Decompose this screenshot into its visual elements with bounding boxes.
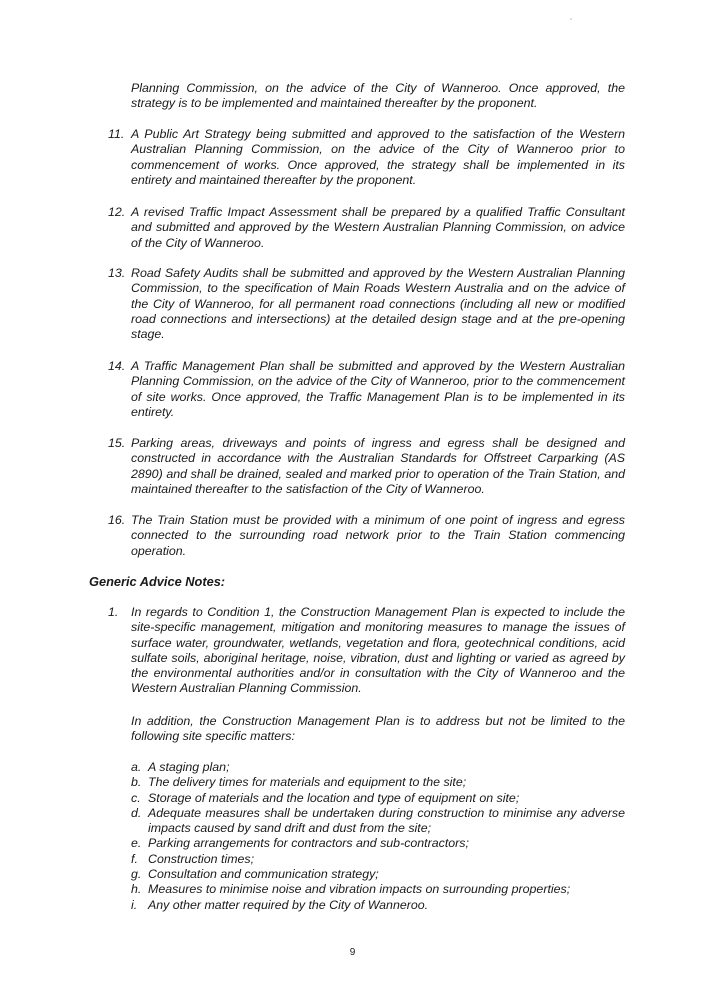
condition-item xyxy=(108,359,625,420)
list-item-letter: i. xyxy=(131,897,138,912)
condition-item xyxy=(108,127,625,188)
condition-item xyxy=(108,205,625,251)
continued-paragraph: Planning Commission, on the advice of the City of Wanneroo. Once approved, the strategy is to be implemented and maintained thereafter by the proponent. xyxy=(131,81,625,111)
condition-number: 14. xyxy=(108,359,126,373)
condition-text: A revised Traffic Impact Assessment shall be prepared by a qualified Traffic Consultant and submitted and approved by the Western Australian Planning Commission, on advice of the City of Wanneroo. xyxy=(131,205,625,250)
list-item-text: Consultation and communication strategy; xyxy=(148,867,379,882)
list-item-letter: g. xyxy=(131,867,142,882)
scan-speck xyxy=(570,18,572,20)
condition-number: 16. xyxy=(108,513,126,527)
addition-paragraph: In addition, the Construction Management Plan is to address but not be limited to the following site specific matters: xyxy=(131,714,625,744)
condition-text: Parking areas, driveways and points of ingress and egress shall be designed and constructed in accordance with the Australian Standards for Offstreet Carparking (AS 2890) and shall be drained, sealed and marked prior to operation of the Train Station, and maintained thereafter to the satisfaction of the City of Wanneroo. xyxy=(131,436,625,496)
condition-text: A Traffic Management Plan shall be submitted and approved by the Western Australian Planning Commission, on the advice of the City of Wanneroo, prior to the commencement of site works. Once approved, the Traffic Management Plan is to be implemented in its entirety. xyxy=(131,359,625,419)
list-item-letter: a. xyxy=(131,760,142,774)
list-item xyxy=(131,791,625,806)
list-item-letter: d. xyxy=(131,805,142,820)
list-item-letter: e. xyxy=(131,836,142,851)
condition-number: 11. xyxy=(108,127,125,141)
condition-number: 13. xyxy=(108,266,126,280)
page-number: 9 xyxy=(349,947,356,958)
condition-item xyxy=(108,513,625,559)
list-item-text: Storage of materials and the location and type of equipment on site; xyxy=(148,790,520,805)
condition-text: The Train Station must be provided with a minimum of one point of ingress and egress connected to the surrounding road network prior to the Train Station commencing operation. xyxy=(131,513,625,558)
list-item xyxy=(131,775,625,790)
condition-number: 12. xyxy=(108,205,126,219)
condition-text: A Public Art Strategy being submitted and approved to the satisfaction of the Western Australian Planning Commission, on the advice of the City of Wanneroo prior to commencement of works. Once approved, the strategy shall be implemented in its entirety and maintained thereafter by the proponent. xyxy=(131,127,625,187)
condition-item xyxy=(108,436,625,497)
list-item xyxy=(131,760,625,775)
list-item xyxy=(131,836,625,851)
list-item-letter: c. xyxy=(131,790,141,805)
list-item-text: Parking arrangements for contractors and sub-contractors; xyxy=(148,836,469,851)
list-item-text: Any other matter required by the City of Wanneroo. xyxy=(148,897,429,912)
advice-heading: Generic Advice Notes: xyxy=(89,574,226,589)
list-item-letter: f. xyxy=(131,851,138,866)
condition-number: 15. xyxy=(108,436,126,450)
site-matters-list xyxy=(131,760,625,913)
advice-note-number: 1. xyxy=(108,605,119,619)
list-item-text: Measures to minimise noise and vibration impacts on surrounding properties; xyxy=(148,882,571,897)
advice-note-text: In regards to Condition 1, the Construction Management Plan is expected to include the site-specific management, mitigation and monitoring measures to manage the issues of surface water, groundwater, wetlands, vegetation and flora, geotechnical conditions, acid sulfate soils, aboriginal heritage, noise, vibration, dust and lighting or varied as agreed by the environmental authorities and/or in consultation with the City of Wanneroo and the Western Australian Planning Commission. xyxy=(131,605,625,696)
condition-text: Road Safety Audits shall be submitted and approved by the Western Australian Planning Commission, to the specification of Main Roads Western Australia and on the advice of the City of Wanneroo, for all permanent road connections (including all new or modified road connections and intersections) at the detailed design stage and at the pre-opening stage. xyxy=(131,266,625,342)
list-item xyxy=(131,806,625,837)
condition-item xyxy=(108,266,625,342)
list-item xyxy=(131,898,625,913)
list-item-text: A staging plan; xyxy=(148,760,230,774)
list-item xyxy=(131,867,625,882)
advice-note-item xyxy=(108,605,625,697)
list-item-text: Adequate measures shall be undertaken during construction to minimise any adverse impacts caused by sand drift and dust from the site; xyxy=(148,805,625,836)
list-item-letter: h. xyxy=(131,882,142,897)
list-item-letter: b. xyxy=(131,775,142,790)
list-item-text: Construction times; xyxy=(148,851,255,866)
list-item-text: The delivery times for materials and equipment to the site; xyxy=(148,775,467,790)
list-item xyxy=(131,852,625,867)
list-item xyxy=(131,882,625,897)
